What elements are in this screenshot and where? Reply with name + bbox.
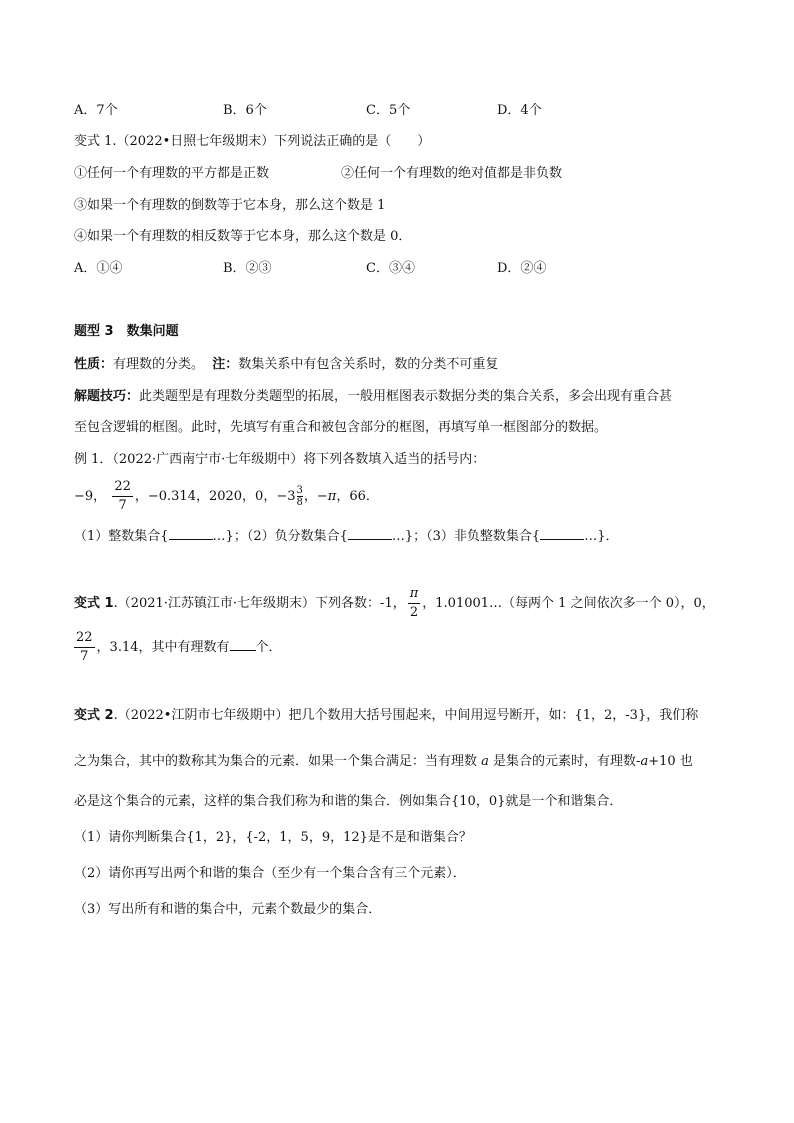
ex-variant2-line3: 必是这个集合的元素，这样的集合我们称为和谐的集合．例如集合{10，0}就是一个和谐集合． <box>74 794 623 809</box>
tip-label: 解题技巧： <box>74 389 140 404</box>
ex-variant1-label: 变式 1 <box>74 596 114 611</box>
ex-variant2-text-1: .（2022•江阴市七年级期中）把几个数用大括号围起来，中间用逗号断开，如：{1，2，-3}，我们称 <box>113 708 699 723</box>
answer-blank-3[interactable] <box>540 527 584 540</box>
tip-line-2: 至包含逻辑的框图。此时，先填写有重合和被包含部分的框图，再填写单一框图部分的数据。 <box>74 420 608 435</box>
fraction-pi-numerator: π <box>408 585 421 604</box>
part4-end: …}． <box>584 529 619 544</box>
property-line <box>74 356 498 374</box>
ex-variant1-line1 <box>74 584 715 624</box>
example1-n1: −9， <box>74 489 107 504</box>
fraction-denominator: 7 <box>118 498 127 513</box>
tip-text-1: 此类题型是有理数分类题型的拓展，一般用框图表示数据分类的集合关系，多会出现有重合甚 <box>139 389 673 404</box>
tip-line-1 <box>74 388 672 406</box>
ex-variant1-text-b: ，1.01001…（每两个 1 之间依次多一个 0），0， <box>422 596 715 611</box>
example1-stem: 例 1．（2022·广西南宁市·七年级期中）将下列各数填入适当的括号内： <box>74 452 486 467</box>
note-text: 数集关系中有包含关系时，数的分类不可重复 <box>238 357 499 372</box>
fraction-b-numerator: 22 <box>74 629 95 648</box>
answer-blank-2[interactable] <box>348 527 392 540</box>
fraction-numerator: 22 <box>112 478 133 497</box>
note-label: 注： <box>212 357 239 372</box>
example1-n2: ，−0.314，2020，0，−3 <box>134 489 296 504</box>
variant1-option-a: A．①④ <box>74 261 123 276</box>
variant1-stem: 变式 1.（2022•日照七年级期末）下列说法正确的是（ ） <box>74 134 431 149</box>
part3-label: …}；（3）非负整数集合{ <box>391 529 541 544</box>
ex-variant2-text-2b: 是集合的元素时，有理数- <box>488 754 641 769</box>
mixed-numerator: 3 <box>296 485 303 496</box>
example1-n4: ，66． <box>336 489 379 504</box>
answer-blank-1[interactable] <box>169 527 213 540</box>
fraction-22-7-b <box>74 629 95 666</box>
ex-variant2-line2 <box>74 753 693 771</box>
part2-label: …}；（2）负分数集合{ <box>212 529 348 544</box>
ex-variant1-text-a: .（2021·江苏镇江市·七年级期末）下列各数：-1， <box>113 596 406 611</box>
fraction-b-denominator: 7 <box>80 649 89 664</box>
section-heading: 题型 3 数集问题 <box>74 324 179 339</box>
option-b: B．6个 <box>223 103 267 118</box>
ex-variant1-line2 <box>74 628 282 668</box>
ex-variant2-text-2c: +10 也 <box>648 754 693 769</box>
option-c: C．5个 <box>366 103 411 118</box>
example1-parts <box>74 527 618 546</box>
property-text: 有理数的分类。 <box>113 357 205 372</box>
mixed-denominator: 8 <box>296 497 303 508</box>
ex-variant2-label: 变式 2 <box>74 708 114 723</box>
fraction-22-7 <box>112 478 133 515</box>
answer-blank-count[interactable] <box>230 638 256 651</box>
ex-variant2-q2: （2）请你再写出两个和谐的集合（至少有一个集合含有三个元素）． <box>74 866 466 881</box>
variant1-statement-1: ①任何一个有理数的平方都是正数 <box>74 166 270 181</box>
variant1-statement-3: ③如果一个有理数的倒数等于它本身，那么这个数是 1 <box>74 198 386 213</box>
pi-symbol: π <box>327 489 337 504</box>
variant1-option-d: D．②④ <box>497 261 547 276</box>
ex-variant2-q1: （1）请你判断集合{1，2}，{-2，1，5，9，12}是不是和谐集合？ <box>74 830 472 845</box>
ex-variant1-text-d: 个． <box>255 640 282 655</box>
mixed-fraction <box>297 485 303 508</box>
fraction-pi-2 <box>408 585 421 622</box>
example1-numbers <box>74 477 379 517</box>
ex-variant2-line1 <box>74 707 698 725</box>
option-d: D．4个 <box>497 103 542 118</box>
example1-n3: ，− <box>303 489 328 504</box>
option-a: A．7个 <box>74 103 118 118</box>
variant1-option-b: B．②③ <box>223 261 272 276</box>
fraction-pi-denominator: 2 <box>409 605 419 620</box>
property-label: 性质： <box>74 357 114 372</box>
variant1-statement-2: ②任何一个有理数的绝对值都是非负数 <box>341 166 563 181</box>
variable-a: a <box>481 754 489 769</box>
variant1-option-c: C．③④ <box>366 261 415 276</box>
ex-variant1-text-c: ，3.14，其中有理数有 <box>96 640 230 655</box>
variant1-statement-4: ④如果一个有理数的相反数等于它本身，那么这个数是 0． <box>74 229 412 244</box>
variable-a-2: a <box>640 754 649 769</box>
part1-label: （1）整数集合{ <box>74 529 169 544</box>
ex-variant2-q3: （3）写出所有和谐的集合中，元素个数最少的集合． <box>74 902 382 917</box>
ex-variant2-text-2a: 之为集合，其中的数称其为集合的元素．如果一个集合满足：当有理数 <box>74 754 482 769</box>
